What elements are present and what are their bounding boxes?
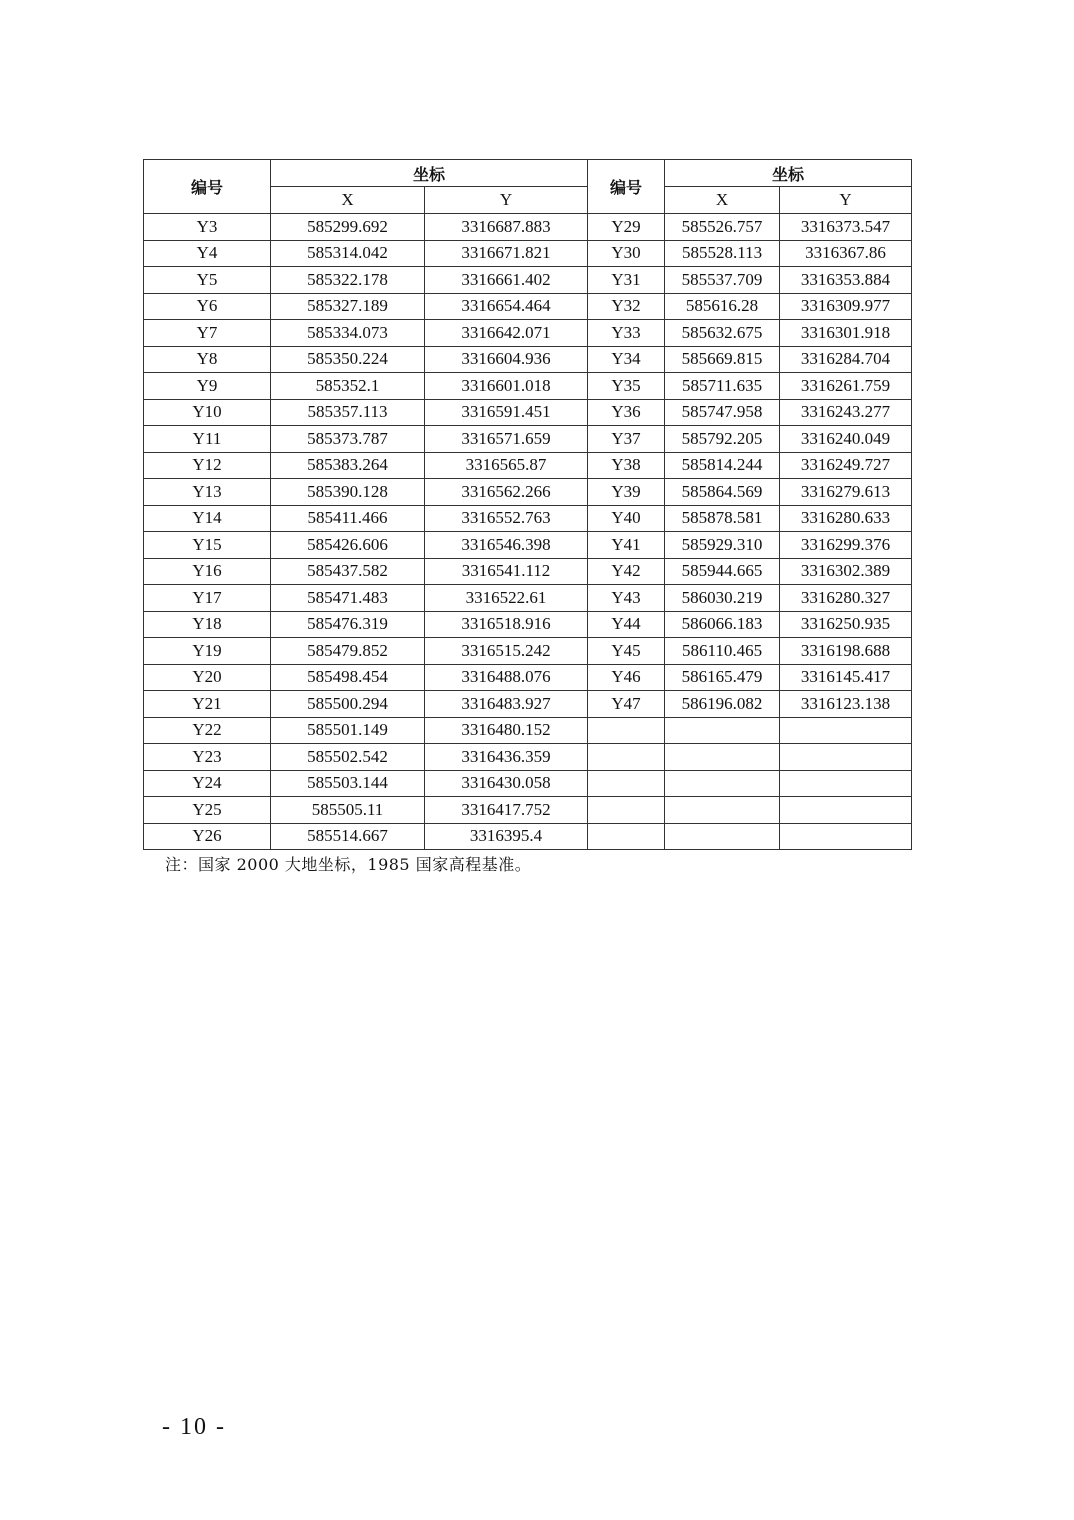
x-value-right: 585864.569 — [665, 479, 780, 506]
y-value-right: 3316261.759 — [780, 373, 912, 400]
y-value-right: 3316123.138 — [780, 691, 912, 718]
id-column-header-right: 编号 — [588, 160, 665, 214]
x-value-right: 585792.205 — [665, 426, 780, 453]
y-value-left: 3316562.266 — [425, 479, 588, 506]
point-id-right: Y47 — [588, 691, 665, 718]
x-value-left: 585498.454 — [271, 664, 425, 691]
y-value-right — [780, 823, 912, 850]
x-value-right: 585944.665 — [665, 558, 780, 585]
table-header — [144, 160, 912, 214]
point-id-left: Y19 — [144, 638, 271, 665]
y-value-left: 3316480.152 — [425, 717, 588, 744]
table-note: 注：国家 2000 大地坐标，1985 国家高程基准。 — [165, 855, 532, 874]
y-value-right — [780, 770, 912, 797]
point-id-right: Y41 — [588, 532, 665, 559]
point-id-left: Y5 — [144, 267, 271, 294]
x-value-right: 585814.244 — [665, 452, 780, 479]
point-id-left: Y9 — [144, 373, 271, 400]
point-id-left: Y4 — [144, 240, 271, 267]
y-value-left: 3316395.4 — [425, 823, 588, 850]
y-value-right: 3316145.417 — [780, 664, 912, 691]
table-row — [144, 320, 912, 347]
x-value-left: 585437.582 — [271, 558, 425, 585]
table-row — [144, 426, 912, 453]
point-id-right — [588, 823, 665, 850]
x-value-right: 586110.465 — [665, 638, 780, 665]
y-value-left: 3316436.359 — [425, 744, 588, 771]
y-value-left: 3316488.076 — [425, 664, 588, 691]
point-id-right: Y39 — [588, 479, 665, 506]
x-value-left: 585502.542 — [271, 744, 425, 771]
x-value-right: 586196.082 — [665, 691, 780, 718]
y-value-left: 3316604.936 — [425, 346, 588, 373]
y-value-left: 3316565.87 — [425, 452, 588, 479]
point-id-right: Y40 — [588, 505, 665, 532]
y-value-left: 3316518.916 — [425, 611, 588, 638]
x-value-right — [665, 823, 780, 850]
y-value-right: 3316302.389 — [780, 558, 912, 585]
point-id-right: Y34 — [588, 346, 665, 373]
y-value-left: 3316541.112 — [425, 558, 588, 585]
x-value-left: 585426.606 — [271, 532, 425, 559]
table-row — [144, 558, 912, 585]
x-value-right — [665, 717, 780, 744]
point-id-left: Y13 — [144, 479, 271, 506]
point-id-right: Y35 — [588, 373, 665, 400]
y-value-right: 3316309.977 — [780, 293, 912, 320]
point-id-left: Y14 — [144, 505, 271, 532]
y-value-right: 3316284.704 — [780, 346, 912, 373]
point-id-right — [588, 797, 665, 824]
y-value-left: 3316430.058 — [425, 770, 588, 797]
y-value-right: 3316198.688 — [780, 638, 912, 665]
x-value-right: 586165.479 — [665, 664, 780, 691]
coordinate-group-header-left: 坐标 — [271, 160, 588, 187]
point-id-right: Y42 — [588, 558, 665, 585]
y-value-right: 3316279.613 — [780, 479, 912, 506]
y-value-right: 3316240.049 — [780, 426, 912, 453]
x-value-left: 585373.787 — [271, 426, 425, 453]
x-value-left: 585322.178 — [271, 267, 425, 294]
y-value-left: 3316591.451 — [425, 399, 588, 426]
table-row — [144, 638, 912, 665]
x-value-right: 585632.675 — [665, 320, 780, 347]
y-value-left: 3316552.763 — [425, 505, 588, 532]
x-value-right: 585878.581 — [665, 505, 780, 532]
point-id-right: Y33 — [588, 320, 665, 347]
x-value-right: 586030.219 — [665, 585, 780, 612]
x-value-left: 585327.189 — [271, 293, 425, 320]
point-id-left: Y23 — [144, 744, 271, 771]
y-value-left: 3316661.402 — [425, 267, 588, 294]
y-value-right: 3316280.327 — [780, 585, 912, 612]
x-value-right — [665, 797, 780, 824]
table-row — [144, 532, 912, 559]
table-row — [144, 293, 912, 320]
x-value-right: 585711.635 — [665, 373, 780, 400]
page-number: - 10 - — [162, 1414, 226, 1440]
table-row — [144, 611, 912, 638]
table-row — [144, 505, 912, 532]
table-row — [144, 691, 912, 718]
point-id-left: Y8 — [144, 346, 271, 373]
point-id-right: Y43 — [588, 585, 665, 612]
y-value-right: 3316280.633 — [780, 505, 912, 532]
x-value-right — [665, 744, 780, 771]
table-row — [144, 399, 912, 426]
table-row — [144, 744, 912, 771]
x-value-left: 585314.042 — [271, 240, 425, 267]
point-id-left: Y20 — [144, 664, 271, 691]
coordinate-group-header-right: 坐标 — [665, 160, 912, 187]
point-id-right — [588, 744, 665, 771]
coordinate-table — [143, 159, 912, 850]
x-value-left: 585383.264 — [271, 452, 425, 479]
point-id-right: Y44 — [588, 611, 665, 638]
y-value-left: 3316522.61 — [425, 585, 588, 612]
table-row — [144, 240, 912, 267]
point-id-left: Y12 — [144, 452, 271, 479]
point-id-right: Y46 — [588, 664, 665, 691]
x-value-left: 585479.852 — [271, 638, 425, 665]
y-column-header-left: Y — [425, 187, 588, 214]
x-value-left: 585501.149 — [271, 717, 425, 744]
point-id-right: Y32 — [588, 293, 665, 320]
table-row — [144, 797, 912, 824]
x-value-right: 585747.958 — [665, 399, 780, 426]
x-value-left: 585334.073 — [271, 320, 425, 347]
table-row — [144, 479, 912, 506]
y-value-right — [780, 744, 912, 771]
point-id-right: Y30 — [588, 240, 665, 267]
point-id-right: Y37 — [588, 426, 665, 453]
point-id-left: Y22 — [144, 717, 271, 744]
point-id-right: Y45 — [588, 638, 665, 665]
y-value-left: 3316601.018 — [425, 373, 588, 400]
table-body — [144, 214, 912, 850]
point-id-left: Y11 — [144, 426, 271, 453]
table-row — [144, 452, 912, 479]
x-column-header-right: X — [665, 187, 780, 214]
x-value-right: 585537.709 — [665, 267, 780, 294]
table-row — [144, 585, 912, 612]
point-id-left: Y10 — [144, 399, 271, 426]
point-id-left: Y7 — [144, 320, 271, 347]
point-id-left: Y3 — [144, 214, 271, 241]
table-row — [144, 267, 912, 294]
x-value-right: 585669.815 — [665, 346, 780, 373]
x-value-left: 585299.692 — [271, 214, 425, 241]
point-id-right: Y36 — [588, 399, 665, 426]
point-id-right: Y31 — [588, 267, 665, 294]
table-row — [144, 770, 912, 797]
point-id-right — [588, 717, 665, 744]
y-value-left: 3316571.659 — [425, 426, 588, 453]
x-value-right: 585528.113 — [665, 240, 780, 267]
point-id-right: Y38 — [588, 452, 665, 479]
x-value-left: 585476.319 — [271, 611, 425, 638]
point-id-left: Y6 — [144, 293, 271, 320]
y-value-left: 3316546.398 — [425, 532, 588, 559]
y-column-header-right: Y — [780, 187, 912, 214]
x-value-left: 585390.128 — [271, 479, 425, 506]
y-value-left: 3316515.242 — [425, 638, 588, 665]
x-value-left: 585505.11 — [271, 797, 425, 824]
y-value-right — [780, 717, 912, 744]
y-value-right: 3316301.918 — [780, 320, 912, 347]
x-value-right: 585929.310 — [665, 532, 780, 559]
y-value-left: 3316483.927 — [425, 691, 588, 718]
x-column-header-left: X — [271, 187, 425, 214]
point-id-left: Y24 — [144, 770, 271, 797]
point-id-left: Y18 — [144, 611, 271, 638]
point-id-left: Y16 — [144, 558, 271, 585]
y-value-right: 3316353.884 — [780, 267, 912, 294]
x-value-right: 585526.757 — [665, 214, 780, 241]
point-id-right: Y29 — [588, 214, 665, 241]
point-id-left: Y25 — [144, 797, 271, 824]
id-column-header-left: 编号 — [144, 160, 271, 214]
x-value-left: 585471.483 — [271, 585, 425, 612]
y-value-left: 3316654.464 — [425, 293, 588, 320]
y-value-right: 3316367.86 — [780, 240, 912, 267]
table-row — [144, 214, 912, 241]
x-value-left: 585514.667 — [271, 823, 425, 850]
table-row — [144, 664, 912, 691]
x-value-left: 585350.224 — [271, 346, 425, 373]
point-id-left: Y15 — [144, 532, 271, 559]
x-value-left: 585503.144 — [271, 770, 425, 797]
y-value-right: 3316373.547 — [780, 214, 912, 241]
y-value-right: 3316250.935 — [780, 611, 912, 638]
y-value-right: 3316299.376 — [780, 532, 912, 559]
y-value-left: 3316417.752 — [425, 797, 588, 824]
y-value-left: 3316642.071 — [425, 320, 588, 347]
x-value-left: 585411.466 — [271, 505, 425, 532]
table-row — [144, 346, 912, 373]
x-value-right — [665, 770, 780, 797]
header-row-top — [144, 160, 912, 187]
table-row — [144, 823, 912, 850]
x-value-right: 586066.183 — [665, 611, 780, 638]
point-id-left: Y26 — [144, 823, 271, 850]
y-value-left: 3316687.883 — [425, 214, 588, 241]
y-value-right: 3316249.727 — [780, 452, 912, 479]
x-value-left: 585500.294 — [271, 691, 425, 718]
table-row — [144, 373, 912, 400]
y-value-right — [780, 797, 912, 824]
point-id-left: Y17 — [144, 585, 271, 612]
x-value-left: 585352.1 — [271, 373, 425, 400]
x-value-right: 585616.28 — [665, 293, 780, 320]
y-value-right: 3316243.277 — [780, 399, 912, 426]
table-row — [144, 717, 912, 744]
point-id-left: Y21 — [144, 691, 271, 718]
x-value-left: 585357.113 — [271, 399, 425, 426]
y-value-left: 3316671.821 — [425, 240, 588, 267]
point-id-right — [588, 770, 665, 797]
